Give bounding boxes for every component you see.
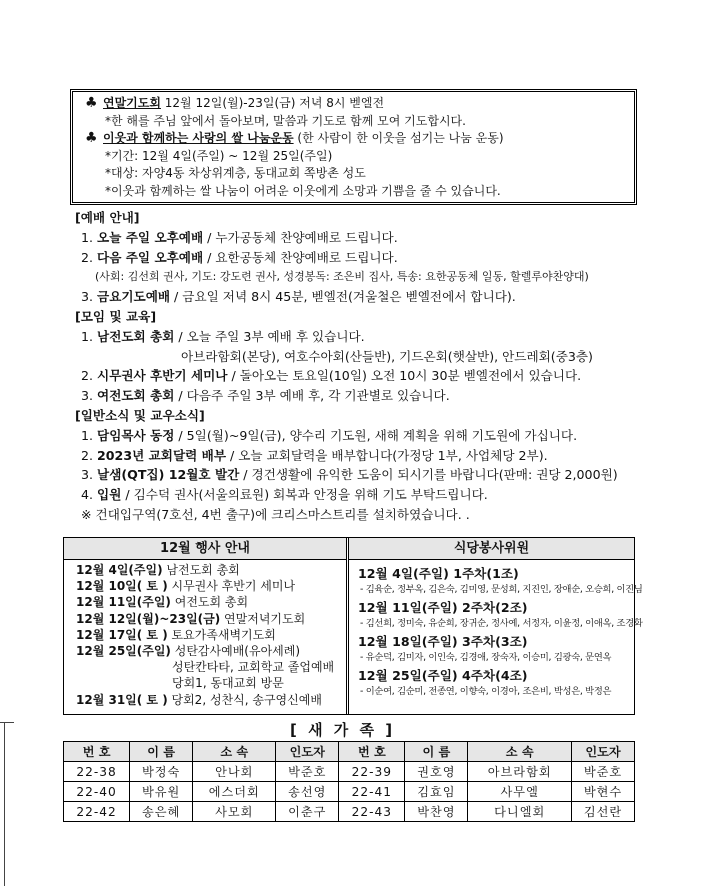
table-cell: 사무엘 xyxy=(468,782,572,802)
table-cell: 박현수 xyxy=(572,782,635,802)
table-row xyxy=(64,782,635,802)
table-cell: 박준호 xyxy=(572,762,635,782)
left-margin-tick xyxy=(0,722,14,723)
kitchen-week-label: 12월 11일(주일) 2주차(2조) xyxy=(358,600,528,615)
table-cell: 김효임 xyxy=(405,782,468,802)
table-cell: 아브라함회 xyxy=(468,762,572,782)
table-cell: 22-42 xyxy=(64,802,130,822)
col-header: 인도자 xyxy=(572,742,635,762)
news-item-1: 1. 담임목사 동정 / 5일(월)~9일(금), 양수리 기도원, 새해 계획을 위해 기도원에 가십니다. xyxy=(81,427,578,443)
table-header-row xyxy=(64,742,635,762)
new-family-table xyxy=(63,741,635,822)
table-cell: 송선영 xyxy=(276,782,339,802)
worship-item-3: 3. 금요기도예배 / 금요일 저녁 8시 45분, 벧엘전(겨울철은 벧엘전에서 합니다). xyxy=(81,289,516,305)
event-row: 12월 17일( 토 ) 토요가족새벽기도회 xyxy=(76,627,276,642)
table-cell: 안나회 xyxy=(193,762,276,782)
meeting-item-1-rooms: 아브라함회(본당), 여호수아회(산들반), 기드온회(햇살반), 안드레회(중3층) xyxy=(181,348,593,364)
event-row: 12월 4일(주일) 남전도회 총회 xyxy=(76,563,240,577)
section-header-worship: [예배 안내] xyxy=(75,210,140,225)
news-item-3: 3. 날샘(QT집) 12월호 발간 / 경건생활에 유익한 도움이 되시기를 바랍니다(판매: 권당 2,000원) xyxy=(81,467,618,483)
club-suit-icon: ♣ xyxy=(85,95,98,111)
announcement-box xyxy=(70,89,637,205)
meeting-item-2: 2. 시무권사 후반기 세미나 / 돌아오는 토요일(10일) 오전 10시 30분 벧엘전에서 있습니다. xyxy=(81,368,582,384)
table-cell: 이춘구 xyxy=(276,802,339,822)
club-suit-icon: ♣ xyxy=(85,130,98,146)
kitchen-week-names: - 김육순, 정부옥, 김은숙, 김미영, 문성희, 지진인, 장애순, 오승희, 이진님 xyxy=(360,584,643,595)
col-header: 이 름 xyxy=(130,742,193,762)
event-list xyxy=(76,562,334,708)
event-row: 12월 11일(주일) 여전도회 총회 xyxy=(76,595,249,610)
schedule-header: 12월 행사 안내 xyxy=(64,538,346,560)
kitchen-week-label: 12월 18일(주일) 3주차(3조) xyxy=(358,634,528,649)
table-row xyxy=(64,762,635,782)
event-row: 12월 10일( 토 ) 시무권사 후반기 세미나 xyxy=(76,579,296,594)
col-header: 소 속 xyxy=(468,742,572,762)
table-cell: 22-41 xyxy=(339,782,405,802)
col-header: 이 름 xyxy=(405,742,468,762)
meeting-item-3: 3. 여전도회 총회 / 다음주 주일 3부 예배 후, 각 기관별로 있습니다. xyxy=(81,388,450,404)
table-cell: 박찬영 xyxy=(405,802,468,822)
event-continuation: 성탄칸타타, 교회학교 졸업예배 xyxy=(172,660,335,675)
event-row: 12월 25일(주일) 성탄감사예배(유아세례) xyxy=(76,644,301,659)
news-item-4: 4. 입원 / 김수덕 권사(서울의료원) 회복과 안정을 위해 기도 부탁드립니다. xyxy=(81,487,488,503)
table-cell: 송은혜 xyxy=(130,802,193,822)
table-cell: 박준호 xyxy=(276,762,339,782)
kitchen-week-names: - 유순덕, 김미자, 이인숙, 김경애, 장숙자, 이승미, 김광숙, 문연옥 xyxy=(360,652,612,663)
event-row: 12월 31일( 토 ) 당회2, 성찬식, 송구영신예배 xyxy=(76,692,322,707)
section-header-meeting: [모임 및 교육] xyxy=(75,308,157,324)
notice-item-prayer: ♣ 연말기도회 12월 12일(월)-23일(금) 저녁 8시 벧엘전 xyxy=(85,95,385,111)
worship-item-2-roles: (사회: 김선희 권사, 기도: 강도련 권사, 성경봉독: 조은비 집사, 특송: 요한공동체 일동, 할렐루야찬양대) xyxy=(95,270,589,284)
table-cell: 에스더회 xyxy=(193,782,276,802)
news-item-2: 2. 2023년 교회달력 배부 / 오늘 교회달력을 배부합니다(가정당 1부, 사업체당 2부). xyxy=(81,447,548,463)
worship-item-1: 1. 오늘 주일 오후예배 / 누가공동체 찬양예배로 드립니다. xyxy=(81,229,398,245)
kitchen-list xyxy=(358,562,643,698)
table-cell: 다니엘회 xyxy=(468,802,572,822)
table-cell: 22-43 xyxy=(339,802,405,822)
col-header: 번 호 xyxy=(339,742,405,762)
col-header: 인도자 xyxy=(276,742,339,762)
col-header: 소 속 xyxy=(193,742,276,762)
notice-item-rice-period: *기간: 12월 4일(주일) ~ 12월 25일(주일) xyxy=(105,148,333,163)
meeting-item-1: 1. 남전도회 총회 / 오늘 주일 3부 예배 후 있습니다. xyxy=(81,328,365,344)
notice-item-rice-note: *이웃과 함께하는 쌀 나눔이 어려운 이웃에게 소망과 기쁨을 줄 수 있습니다. xyxy=(105,183,501,198)
notice-item-prayer-sub: *한 해를 주님 앞에서 돌아보며, 말씀과 기도로 함께 모여 기도합시다. xyxy=(105,113,466,128)
table-cell: 22-40 xyxy=(64,782,130,802)
kitchen-week-names: - 이순여, 김순미, 전종연, 이향숙, 이경아, 조은비, 박성은, 박정은 xyxy=(360,686,612,697)
kitchen-week-names: - 김선희, 정미숙, 유순희, 장귀순, 정사예, 서정자, 이윤정, 이애옥, 조경화 xyxy=(360,618,643,629)
table-cell: 사모회 xyxy=(193,802,276,822)
event-row: 12월 12일(월)~23일(금) 연말저녁기도회 xyxy=(76,611,306,626)
table-cell: 박유원 xyxy=(130,782,193,802)
col-header: 번 호 xyxy=(64,742,130,762)
kitchen-week-label: 12월 25일(주일) 4주차(4조) xyxy=(358,668,528,683)
table-cell: 22-38 xyxy=(64,762,130,782)
left-margin-rule xyxy=(0,722,5,886)
table-row xyxy=(64,802,635,822)
event-continuation: 당회1, 동대교회 방문 xyxy=(172,676,284,691)
announcements-body xyxy=(75,208,635,525)
section-header-news: [일반소식 및 교우소식] xyxy=(75,407,205,423)
table-cell: 김선란 xyxy=(572,802,635,822)
schedule-panel xyxy=(63,537,643,715)
table-cell: 박정숙 xyxy=(130,762,193,782)
kitchen-header: 식당봉사위원 xyxy=(349,538,634,560)
panel-divider xyxy=(346,538,349,714)
worship-item-2: 2. 다음 주일 오후예배 / 요한공동체 찬양예배로 드립니다. xyxy=(81,249,398,265)
notice-item-rice-target: *대상: 자양4동 차상위계층, 동대교회 쪽방촌 성도 xyxy=(105,166,366,180)
news-note: ※ 건대입구역(7호선, 4번 출구)에 크리스마스트리를 설치하였습니다. . xyxy=(81,506,470,522)
table-cell: 22-39 xyxy=(339,762,405,782)
new-family-title: [ 새 가 족 ] xyxy=(290,721,396,739)
table-cell: 권호영 xyxy=(405,762,468,782)
kitchen-week-label: 12월 4일(주일) 1주차(1조) xyxy=(358,566,519,581)
notice-item-rice: ♣ 이웃과 함께하는 사랑의 쌀 나눔운동 (한 사람이 한 이웃을 섬기는 나눔 운동) xyxy=(85,130,504,146)
